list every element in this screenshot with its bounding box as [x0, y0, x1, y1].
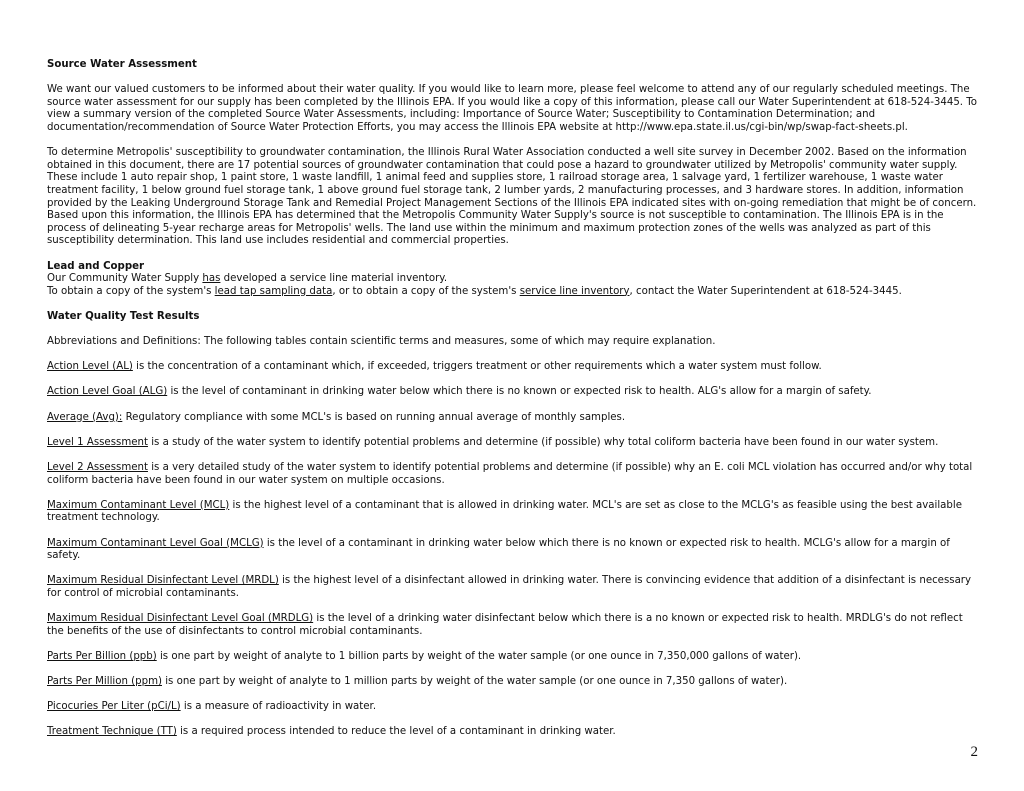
definition-item [47, 412, 977, 425]
definition-item [47, 538, 977, 563]
text: To obtain a copy of the system's [47, 285, 215, 297]
source-water-paragraph-2: To determine Metropolis' susceptibility to groundwater contamination, the Illinois Rural Water Association conducted a well site survey in December 2002. Based on the information obtained in this document, there are 17 potential sources of groundwater contamination that could pose a hazard to groundwater utilized by Metropolis' community water supply. These include 1 auto repair shop, 1 paint store, 1 waste landfill, 1 animal feed and supplies store, 1 railroad storage area, 1 salvage yard, 1 fertilizer warehouse, 1 waste water treatment facility, 1 below ground fuel storage tank, 1 above ground fuel storage tank, 2 lumber yards, 2 manufacturing processes, and 3 hardware stores. In addition, information provided by the Leaking Underground Storage Tank and Remedial Project Management Sections of the Illinois EPA indicated sites with on-going remediation that might be of concern. Based upon this information, the Illinois EPA has determined that the Metropolis Community Water Supply's source is not susceptible to contamination. The Illinois EPA is in the process of delineating 5-year recharge areas for Metropolis' wells. The land use within the minimum and maximum protection zones of the wells was analyzed as part of this susceptibility determination. This land use includes residential and commercial properties. [47, 147, 977, 247]
service-line-inventory-link[interactable]: service line inventory [519, 285, 630, 297]
lead-tap-sampling-link[interactable]: lead tap sampling data [214, 285, 333, 297]
definition-text: is a required process intended to reduce the level of a contaminant in drinking water. [176, 726, 616, 738]
definition-item [47, 701, 977, 714]
definition-text: is the level of a contaminant in drinking water below which there is no known or expected risk to health. MCLG's allow for a margin of safety. [47, 537, 950, 562]
definition-term: Action Level (AL) [47, 361, 133, 373]
source-water-heading: Source Water Assessment [47, 59, 197, 70]
text: , contact the Water Superintendent at 618-524-3445. [629, 285, 902, 297]
has-text: has [202, 273, 221, 285]
definition-text: is the highest level of a disinfectant allowed in drinking water. There is convincing evidence that addition of a disinfectant is necessary for control of microbial contaminants. [47, 575, 972, 599]
definition-text: is a study of the water system to identify potential problems and determine (if possible) why total coliform bacteria have been found in our water system. [147, 436, 939, 448]
definition-text: is a very detailed study of the water system to identify potential problems and determine (if possible) why an E. coli MCL violation has occurred and/or why total coliform bacteria have been found in our water system on multiple occasions. [47, 462, 973, 486]
lead-copper-heading: Lead and Copper [47, 260, 145, 272]
definition-term: Maximum Contaminant Level Goal (MCLG) [47, 537, 264, 549]
definition-item [47, 676, 977, 689]
text: developed a service line material inventory. [220, 273, 448, 285]
definition-text: is the concentration of a contaminant which, if exceeded, triggers treatment or other requirements which a water system must follow. [132, 361, 822, 373]
definition-item [47, 386, 977, 399]
definition-term: Maximum Residual Disinfectant Level Goal (MRDLG) [47, 613, 314, 625]
definition-text: is the highest level of a contaminant that is allowed in drinking water. MCL's are set as close to the MCLG's as feasible using the best available treatment technology. [47, 499, 962, 524]
lead-copper-line-1 [47, 273, 977, 286]
definition-text: Regulatory compliance with some MCL's is based on running annual average of monthly samples. [122, 411, 626, 423]
definition-item [47, 361, 977, 374]
page-number: 2 [970, 744, 978, 760]
definition-item [47, 437, 977, 450]
source-water-paragraph-1: We want our valued customers to be informed about their water quality. If you would like to learn more, please feel welcome to attend any of our regularly scheduled meetings. The source water assessment for our supply has been completed by the Illinois EPA. If you would like a copy of this information, please call our Water Superintendent at 618-524-3445. To view a summary version of the completed Source Water Assessments, including: Importance of Source Water; Susceptibility to Contamination Determination; and documentation/recommendation of Source Water Protection Efforts, you may access the Illinois EPA website at http://www.epa.state.il.us/cgi-bin/wp/swap-fact-sheets.pl. [47, 84, 977, 133]
text: , or to obtain a copy of the system's [332, 285, 520, 297]
definition-item [47, 651, 977, 664]
definition-item [47, 575, 977, 600]
definition-text: is the level of contaminant in drinking water below which there is no known or expected risk to health. ALG's allow for a margin of safety. [167, 386, 872, 398]
definition-term: Level 2 Assessment [47, 462, 148, 473]
definition-item [47, 726, 977, 739]
definition-term: Maximum Residual Disinfectant Level (MRDL) [47, 575, 279, 587]
text: Our Community Water Supply [47, 273, 203, 285]
definition-text: is a measure of radioactivity in water. [180, 701, 377, 713]
definition-text: is one part by weight of analyte to 1 billion parts by weight of the water sample (or one ounce in 7,350,000 gallons of water). [156, 650, 802, 662]
definitions-intro: Abbreviations and Definitions: The following tables contain scientific terms and measures, some of which may require explanation. [47, 336, 716, 348]
definition-item [47, 500, 977, 525]
definition-term: Level 1 Assessment [47, 436, 148, 448]
definition-item [47, 613, 977, 638]
document-page [47, 59, 977, 739]
definition-term: Treatment Technique (TT) [47, 726, 177, 738]
definition-term: Parts Per Million (ppm) [47, 676, 162, 688]
definition-term: Picocuries Per Liter (pCi/L) [47, 701, 181, 713]
water-quality-heading: Water Quality Test Results [47, 310, 200, 322]
definitions-list [47, 349, 977, 739]
definition-text: is the level of a drinking water disinfectant below which there is a no known or expected risk to health. MRDLG's do not reflect the benefits of the use of disinfectants to control microbial contaminants. [47, 613, 963, 637]
lead-copper-line-2 [47, 286, 977, 299]
definition-text: is one part by weight of analyte to 1 million parts by weight of the water sample (or one ounce in 7,350 gallons of water). [161, 676, 788, 688]
definition-term: Action Level Goal (ALG) [47, 386, 168, 398]
definition-term: Parts Per Billion (ppb) [47, 650, 157, 662]
definition-term: Average (Avg): [47, 411, 123, 423]
definition-item [47, 462, 977, 487]
definition-term: Maximum Contaminant Level (MCL) [47, 499, 230, 511]
